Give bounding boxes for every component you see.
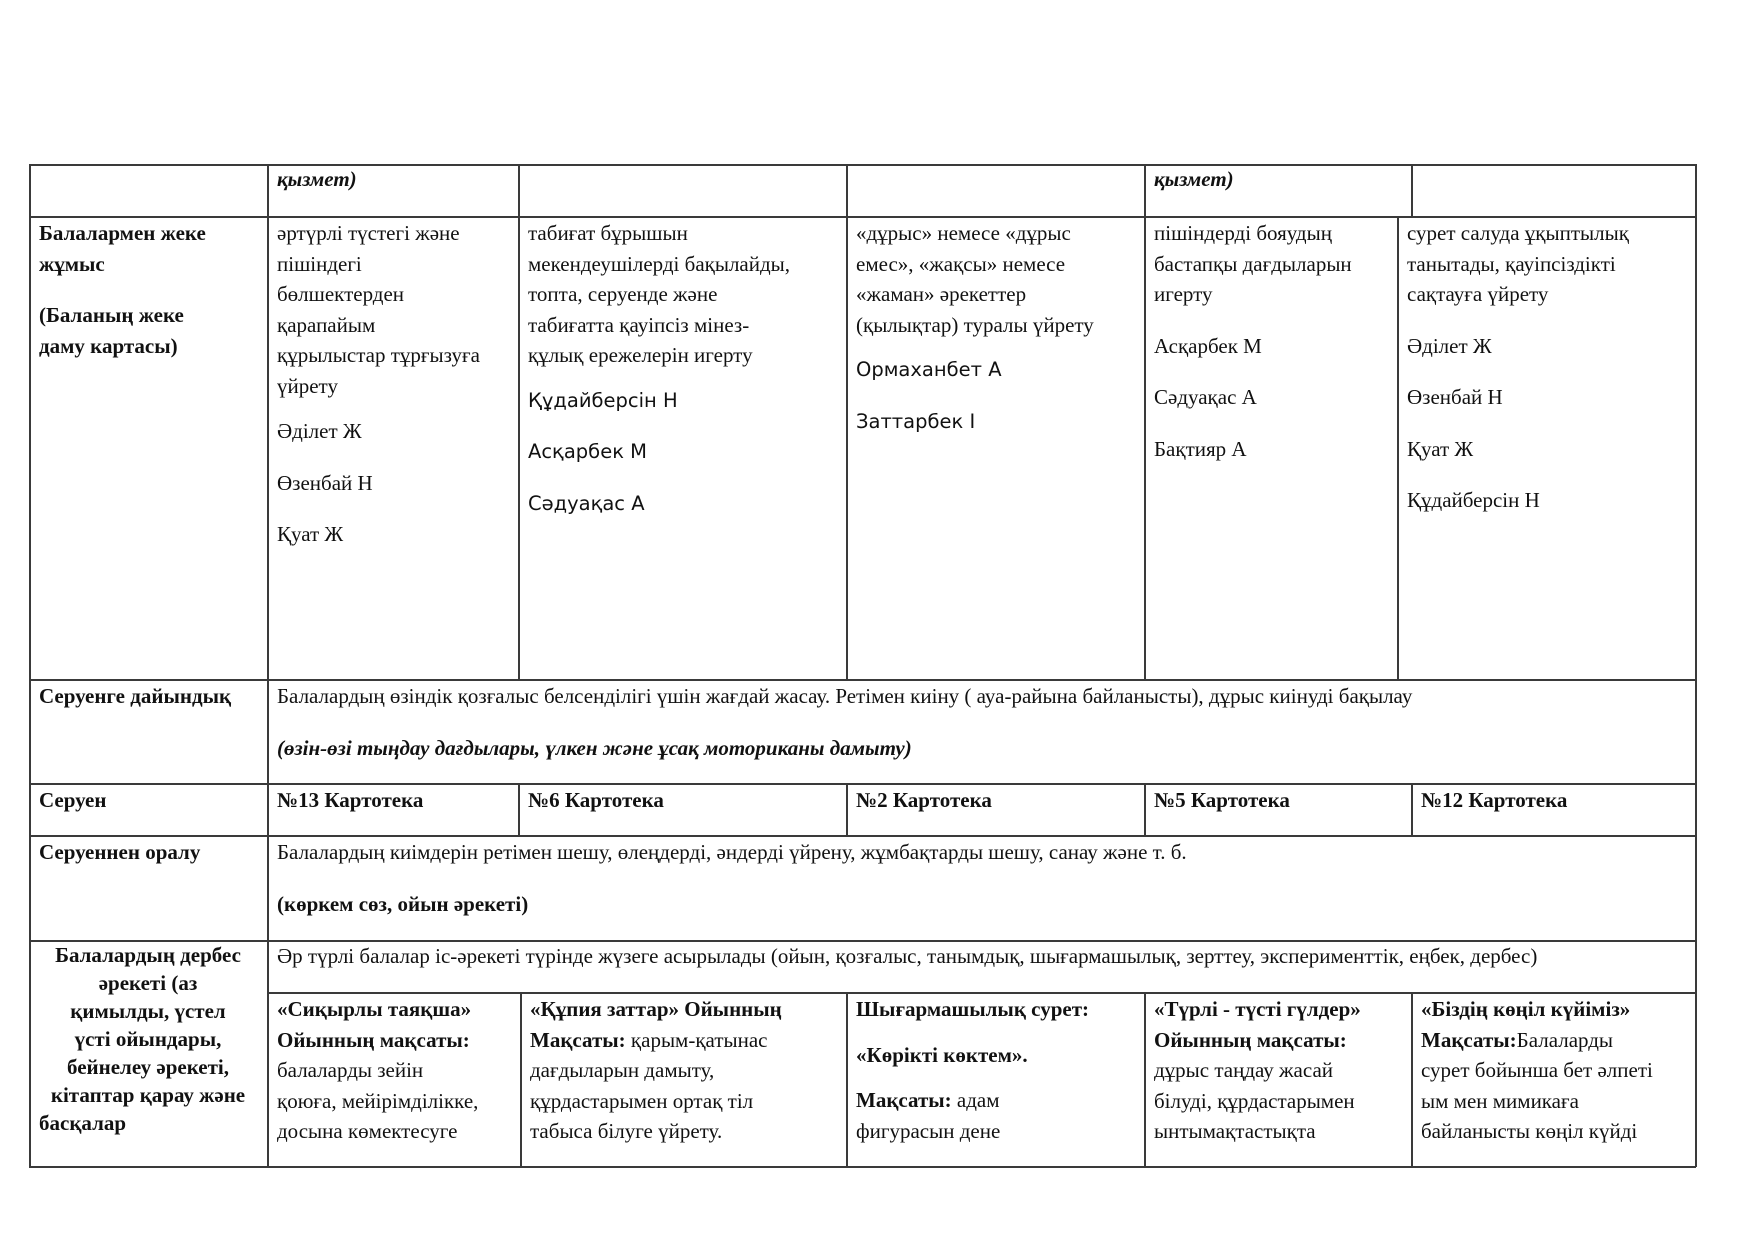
text-line: фигурасын дене xyxy=(856,1118,1001,1143)
activity-title: «Біздің көңіл күйіміз» xyxy=(1421,997,1631,1021)
activity-goal-label: Мақсаты: xyxy=(1421,1027,1517,1052)
label-line: (Баланың жеке xyxy=(39,303,184,327)
child-name: Өзенбай Н xyxy=(1407,385,1503,409)
walk-prep-content xyxy=(267,681,1695,763)
child-name: Құдайберсін Н xyxy=(1407,488,1540,512)
activity-tue xyxy=(520,994,846,1147)
label-line: үсті ойындары, xyxy=(74,1027,222,1051)
text-line: сурет бойынша бет әлпеті xyxy=(1421,1058,1653,1082)
label-line: даму картасы) xyxy=(39,333,178,358)
text-line: үйрету xyxy=(277,373,338,398)
activity-fri xyxy=(1411,994,1695,1147)
independent-intro xyxy=(267,941,1695,972)
individual-work-wed xyxy=(846,218,1144,437)
text-line: мекендеушілерді бақылайды, xyxy=(528,251,791,276)
table-rule xyxy=(1411,164,1413,216)
child-name: Заттарбек І xyxy=(856,409,976,433)
activity-goal-label: Ойынның мақсаты: xyxy=(277,1027,470,1052)
child-name: Бақтияр А xyxy=(1154,436,1247,461)
text-line: құрылыстар тұрғызуға xyxy=(277,343,480,367)
text-line: табиғатта қауіпсіз мінез- xyxy=(528,312,750,337)
text-line: білуді, құрдастарымен xyxy=(1154,1088,1355,1113)
text-line: емес», «жақсы» немесе xyxy=(856,251,1066,276)
text-line: құрдастарымен ортақ тіл xyxy=(530,1088,754,1113)
table-rule xyxy=(1695,164,1697,1167)
individual-work-thu xyxy=(1144,218,1397,464)
row0-mon-text: қызмет) xyxy=(277,167,357,191)
child-name: Асқарбек М xyxy=(1154,333,1262,358)
return-content xyxy=(267,837,1695,919)
label-line: басқалар xyxy=(39,1111,127,1135)
activity-goal-label: Мақсаты: xyxy=(856,1088,952,1112)
walk-card-text: №13 Картотека xyxy=(277,788,424,812)
walk-card-mon xyxy=(267,785,518,816)
child-name: Қуат Ж xyxy=(277,522,344,546)
label-line: қимылды, үстел xyxy=(70,999,226,1023)
text-line: табыса білуге үйрету. xyxy=(530,1119,723,1143)
walk-label xyxy=(29,785,267,816)
text-line: байланысты көңіл күйді xyxy=(1421,1119,1638,1143)
label-line: Балалармен жеке xyxy=(39,221,206,245)
text-line: игерту xyxy=(1154,282,1213,306)
row0-mon-cell xyxy=(267,164,518,195)
activity-goal-label: Ойынның мақсаты: xyxy=(1154,1027,1347,1052)
independent-intro-text: Әр түрлі балалар іс-әрекеті түрінде жүзеге асырылады (ойын, қозғалыс, танымдық, шығармашылық, зерттеу, эксперименттік, еңбек, дербес) xyxy=(277,944,1538,968)
return-note: (көркем сөз, ойын әрекеті) xyxy=(277,891,529,916)
walk-card-text: №5 Картотека xyxy=(1154,788,1290,812)
table-rule xyxy=(29,1166,1696,1168)
label-line: әрекеті (аз xyxy=(98,971,198,995)
text-line: дағдыларын дамыту, xyxy=(530,1058,715,1082)
child-name: Сәдуақас А xyxy=(528,491,645,515)
text-line: танытады, қауіпсіздікті xyxy=(1407,251,1616,276)
text-line: (қылықтар) туралы үйрету xyxy=(856,312,1094,337)
child-name: Құдайберсін Н xyxy=(528,388,678,412)
activity-title: «Түрлі - түсті гүлдер» xyxy=(1154,997,1361,1021)
individual-work-label xyxy=(29,218,267,361)
walk-card-wed xyxy=(846,785,1144,816)
text-line: сақтауға үйрету xyxy=(1407,282,1549,306)
row0-thu-text: қызмет) xyxy=(1154,167,1234,191)
text-line: сурет салуда ұқыптылық xyxy=(1407,221,1629,245)
activity-goal-label: Мақсаты: xyxy=(530,1027,626,1052)
label-line: Балалардың дербес xyxy=(55,943,241,967)
text-line: әртүрлі түстегі және xyxy=(277,221,460,245)
child-name: Сәдуақас А xyxy=(1154,385,1257,409)
walk-card-text: №2 Картотека xyxy=(856,788,992,812)
activity-wed xyxy=(846,994,1144,1146)
text-line: балаларды зейін xyxy=(277,1058,424,1082)
individual-work-fri xyxy=(1397,218,1695,516)
activity-goal-text: адам xyxy=(951,1088,1000,1112)
text-line: досына көмектесуге xyxy=(277,1119,458,1143)
child-name: Өзенбай Н xyxy=(277,470,373,495)
plan-table xyxy=(29,164,1696,1167)
label-line: кітаптар қарау және xyxy=(50,1083,246,1107)
individual-work-mon xyxy=(267,218,518,550)
text-line: табиғат бұрышын xyxy=(528,221,688,245)
walk-prep-label-text: Серуенге дайындық xyxy=(39,684,232,708)
independent-label xyxy=(29,941,267,1137)
return-label-text: Серуеннен оралу xyxy=(39,840,201,864)
text-line: ынтымақтастықта xyxy=(1154,1119,1316,1143)
text-line: қарапайым xyxy=(277,312,376,337)
text-line: дұрыс таңдау жасай xyxy=(1154,1058,1334,1082)
text-line: бөлшектерден xyxy=(277,282,405,306)
walk-prep-label xyxy=(29,681,267,712)
activity-goal-text: қарым-қатынас xyxy=(625,1027,768,1052)
walk-card-thu xyxy=(1144,785,1411,816)
activity-title: Шығармашылық сурет: xyxy=(856,997,1090,1021)
text-line: «жаман» әрекеттер xyxy=(856,282,1027,306)
text-line: топта, серуенде және xyxy=(528,282,718,306)
text-line: бастапқы дағдыларын xyxy=(1154,251,1352,276)
activity-title: «Құпия заттар» Ойынның xyxy=(530,997,782,1021)
return-label xyxy=(29,837,267,868)
text-line: «дұрыс» немесе «дұрыс xyxy=(856,221,1071,245)
activity-goal-text: Балаларды xyxy=(1516,1027,1614,1052)
row0-thu-cell xyxy=(1144,164,1411,195)
text-line: пішіндегі xyxy=(277,251,362,276)
individual-work-tue xyxy=(518,218,846,519)
text-line: құлық ережелерін игерту xyxy=(528,343,753,367)
child-name: Қуат Ж xyxy=(1407,436,1474,461)
text-line: қоюға, мейірімділікке, xyxy=(277,1088,479,1113)
activity-subtitle: «Көрікті көктем». xyxy=(856,1042,1028,1067)
label-line: жұмыс xyxy=(39,251,105,276)
walk-prep-text: Балалардың өзіндік қозғалыс белсенділігі үшін жағдай жасау. Ретімен киіну ( ауа-райына байланысты), дұрыс киінуді бақылау xyxy=(277,684,1413,708)
walk-card-text: №12 Картотека xyxy=(1421,788,1568,812)
activity-title: «Сиқырлы таяқша» xyxy=(277,997,472,1021)
walk-card-text: №6 Картотека xyxy=(528,788,664,812)
walk-card-tue xyxy=(518,785,846,816)
text-line: пішіндерді бояудың xyxy=(1154,221,1332,245)
walk-card-fri xyxy=(1411,785,1695,816)
walk-prep-note: (өзін-өзі тыңдау дағдылары, үлкен және ұсақ моториканы дамыту) xyxy=(277,735,912,760)
text-line: ым мен мимикаға xyxy=(1421,1088,1579,1113)
return-text: Балалардың киімдерін ретімен шешу, өлеңдерді, әндерді үйрену, жұмбақтарды шешу, санау және т. б. xyxy=(277,840,1187,864)
child-name: Ормаханбет А xyxy=(856,358,1002,381)
child-name: Асқарбек М xyxy=(528,440,647,463)
activity-thu xyxy=(1144,994,1411,1147)
activity-mon xyxy=(267,994,520,1147)
walk-label-text: Серуен xyxy=(39,788,107,812)
label-line: бейнелеу әрекеті, xyxy=(66,1055,229,1079)
child-name: Әділет Ж xyxy=(277,419,362,443)
child-name: Әділет Ж xyxy=(1407,333,1492,358)
